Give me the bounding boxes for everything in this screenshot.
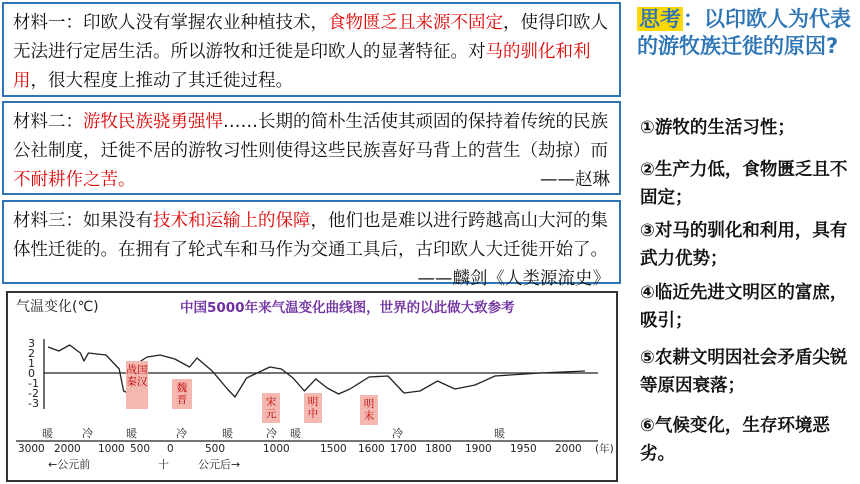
dynasty-label-line: 中 <box>307 408 319 420</box>
x-tick-label: 1500 <box>320 443 347 455</box>
x-tick-label: (年) <box>595 443 614 455</box>
dynasty-label-line: 明 <box>307 396 319 408</box>
material-3-source: ——麟剑《人类源流史》 <box>417 269 610 289</box>
material-1-prefix: 材料一：印欧人没有掌握农业种植技术， <box>13 13 328 33</box>
x-tick-label: 1700 <box>390 443 417 455</box>
x-tick-label: 500 <box>130 443 151 455</box>
period-label: 暖 <box>222 427 233 440</box>
reason-item: ①游牧的生活习性； <box>640 118 795 138</box>
reason-item: ④临近先进文明区的富庶，吸引； <box>640 283 848 331</box>
dynasty-label-line: 明 <box>363 398 375 410</box>
material-1-middle: ，使得印欧人无法进行定居生活。所以游牧和迁徙是印欧人的显著特征。对 <box>13 13 608 62</box>
dynasty-label <box>364 398 375 422</box>
material-3-suffix: ，他们也是难以进行跨越高山大河的集体性迁徙的。在拥有了轮式车和马作为交通工具后，古印欧人大迁徙开始了。 <box>13 211 608 260</box>
chart-marks <box>48 345 585 425</box>
chart-caption: 中国5000年来气温变化曲线图，世界的以此做大致参考 <box>180 300 515 316</box>
y-tick-label: -1 <box>28 377 39 390</box>
chart-title: 气温变化(℃) <box>16 299 99 315</box>
period-label: 冷 <box>392 427 403 440</box>
era-label: 十 <box>158 458 169 471</box>
think-question-text: ：以印欧人为代表的游牧族迁徙的原因? <box>637 7 851 58</box>
dynasty-label-line: 末 <box>363 410 375 422</box>
reason-item: ②生产力低，食物匮乏且不固定； <box>640 160 848 208</box>
y-tick-label: 1 <box>28 357 35 370</box>
reason-item: ⑤农耕文明因社会矛盾尖锐等原因衰落； <box>640 348 848 396</box>
era-label: ←公元前 <box>48 458 91 471</box>
material-1-box <box>2 2 621 97</box>
x-tick-label: 1600 <box>358 443 385 455</box>
think-keyword: 思考 <box>639 7 681 31</box>
period-label: 冷 <box>82 427 93 440</box>
dynasty-label-line: 元 <box>265 408 277 420</box>
material-2-prefix: 材料二： <box>13 112 83 132</box>
dynasty-label-line: 宋 <box>265 396 277 408</box>
material-2-middle: ……长期的简朴生活使其顽固的保持着传统的民族公社制度，迁徙不居的游牧习性则使得这些民族喜好马背上的营生（劫掠）而 <box>13 112 608 161</box>
x-tick-label: 500 <box>205 443 226 455</box>
era-label: 公元后→ <box>198 458 241 471</box>
x-tick-label: 1000 <box>98 443 125 455</box>
x-tick-label: 1900 <box>465 443 492 455</box>
reason-item: ⑥气候变化，生存环境恶劣。 <box>640 416 830 464</box>
period-label: 暖 <box>42 427 53 440</box>
x-tick-label: 1000 <box>263 443 290 455</box>
reason-item: ③对马的驯化和利用，具有武力优势； <box>640 221 848 269</box>
dynasty-label <box>127 363 148 388</box>
dynasty-label <box>177 381 188 406</box>
temperature-chart <box>6 291 618 482</box>
y-tick-label: 3 <box>28 337 35 350</box>
material-1-suffix: ，很大程度上推动了其迁徙过程。 <box>30 71 293 91</box>
y-tick-label: -2 <box>28 387 39 400</box>
x-tick-label: 1950 <box>510 443 537 455</box>
y-tick-label: -3 <box>28 397 39 410</box>
material-1-highlight-food: 食物匮乏且来源不固定 <box>328 13 503 33</box>
temperature-chart-svg <box>8 293 616 480</box>
material-1-highlight-horse: 马的驯化和利用 <box>13 42 591 91</box>
material-3-highlight-tech: 技术和运输上的保障 <box>153 211 311 231</box>
material-3-box <box>2 200 621 289</box>
x-tick-label: 3000 <box>18 443 45 455</box>
dynasty-label-line: 魏 <box>176 382 188 394</box>
period-label: 冷 <box>266 427 277 440</box>
x-tick-label: 1800 <box>425 443 452 455</box>
dynasty-label <box>266 396 277 420</box>
think-question <box>637 6 859 60</box>
period-label: 冷 <box>176 427 187 440</box>
material-2-highlight-farming: 不耐耕作之苦。 <box>13 170 136 190</box>
material-3-prefix: 材料三：如果没有 <box>13 211 153 231</box>
material-2-box <box>2 101 621 195</box>
material-2-highlight-nomads: 游牧民族骁勇强悍 <box>83 112 223 132</box>
x-tick-label: 0 <box>167 443 174 455</box>
y-tick-label: 0 <box>28 367 35 380</box>
x-tick-label: 2000 <box>555 443 582 455</box>
x-tick-label: 2000 <box>54 443 81 455</box>
material-2-source: ——赵琳 <box>540 170 610 190</box>
period-label: 暖 <box>126 427 137 440</box>
period-label: 暖 <box>494 427 505 440</box>
dynasty-label-line: 战国 <box>126 364 148 376</box>
y-tick-label: 2 <box>28 347 35 360</box>
period-label: 暖 <box>290 427 301 440</box>
dynasty-label-line: 晋 <box>176 394 188 406</box>
dynasty-label-line: 秦汉 <box>126 376 148 388</box>
dynasty-label <box>308 396 319 420</box>
